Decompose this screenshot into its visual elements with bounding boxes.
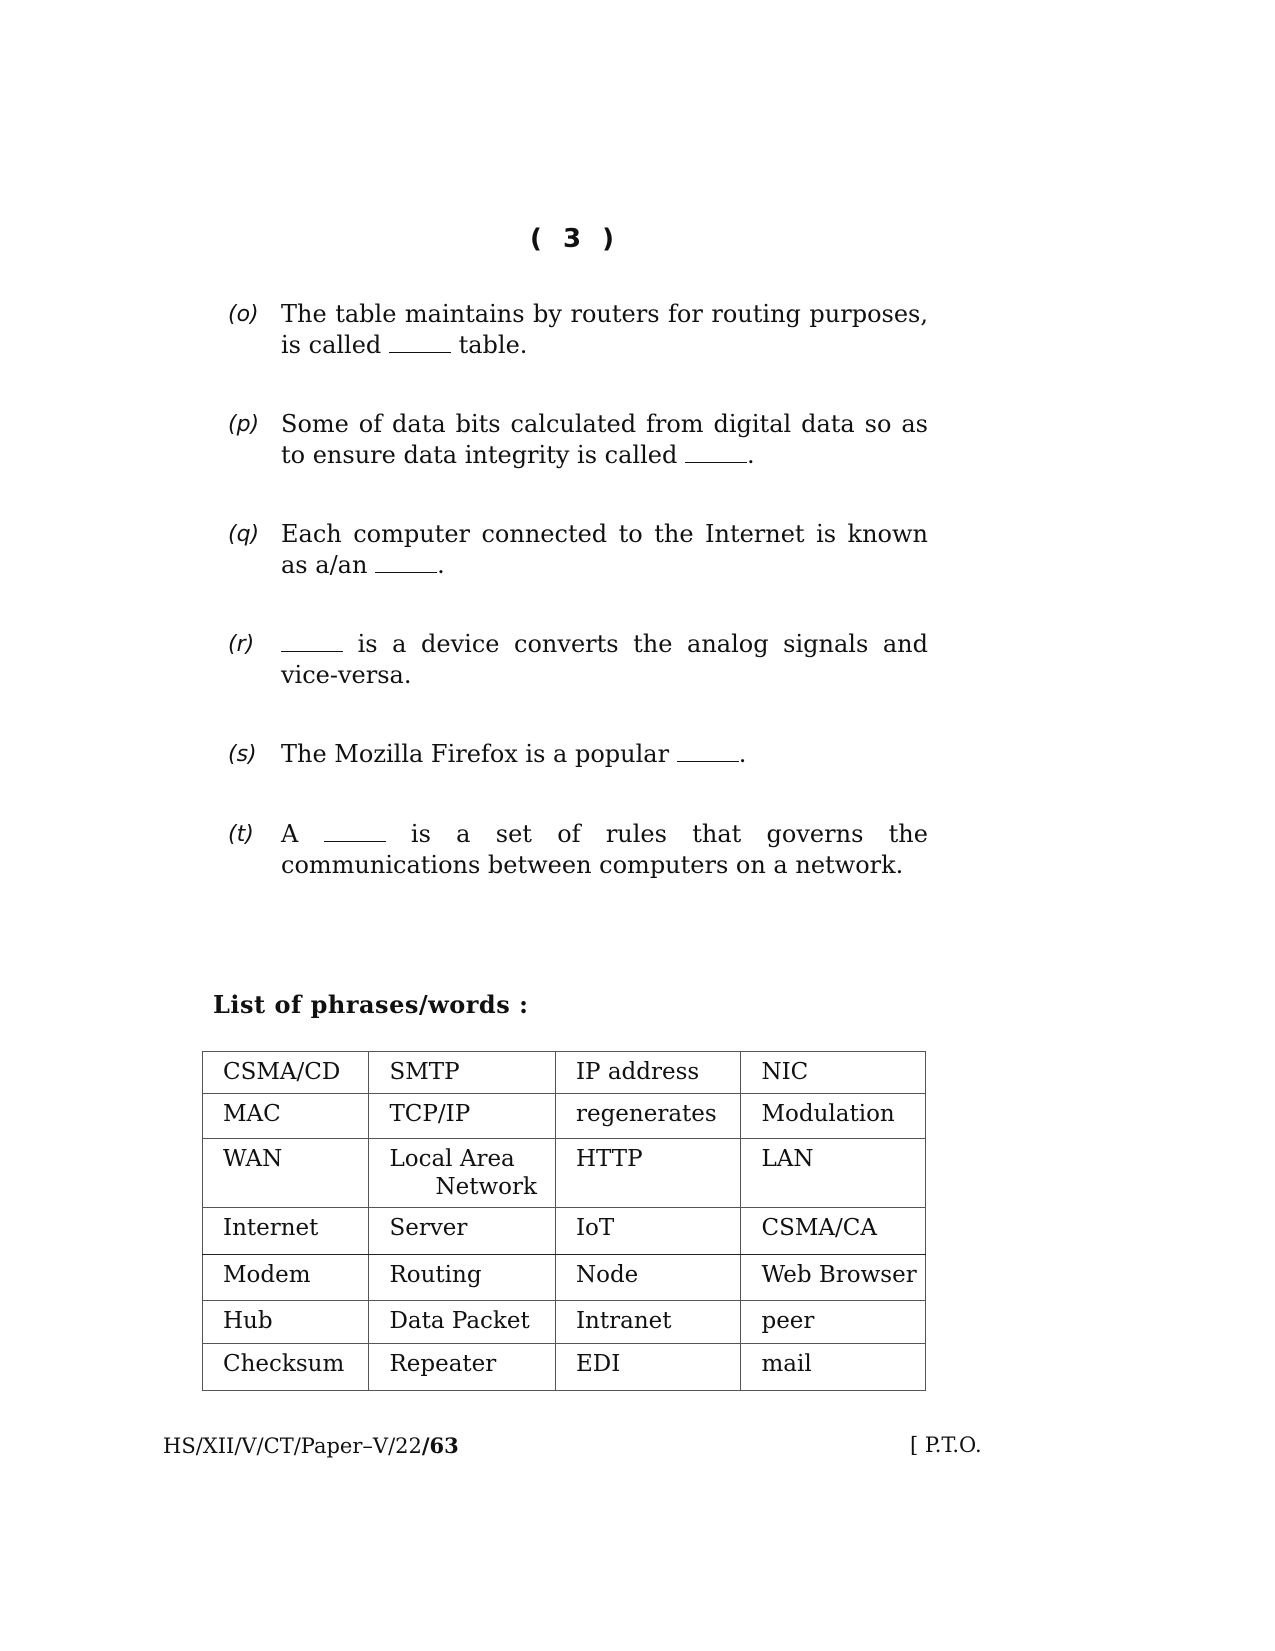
- table-cell: mail: [741, 1344, 926, 1391]
- answer-blank: [375, 554, 437, 573]
- table-row: [203, 1255, 926, 1301]
- question-text: Each computer connected to the Internet is known: [281, 520, 928, 548]
- table-row: [203, 1139, 926, 1208]
- answer-blank: [389, 334, 451, 353]
- table-cell: IoT: [555, 1208, 741, 1255]
- question-text: as a/an .: [281, 551, 445, 579]
- question-label: (q): [228, 522, 260, 547]
- question-label: (p): [228, 412, 260, 437]
- question-text: A is a set of rules that governs the: [281, 820, 928, 848]
- question-label: (t): [228, 822, 254, 847]
- table-cell: Modem: [203, 1255, 369, 1301]
- table-cell: Web Browser: [741, 1255, 926, 1301]
- question-o: [228, 299, 928, 361]
- table-cell: Data Packet: [369, 1301, 556, 1344]
- question-text: is a device converts the analog signals and: [281, 629, 928, 660]
- words-table: [202, 1051, 926, 1391]
- table-row: [203, 1094, 926, 1139]
- paper-code: HS/XII/V/CT/Paper–V/22/63: [163, 1433, 459, 1458]
- question-label: (r): [228, 632, 255, 657]
- page-number: ( 3 ): [530, 224, 620, 254]
- table-cell: LAN: [741, 1139, 926, 1208]
- question-label: (o): [228, 302, 259, 327]
- question-text: Some of data bits calculated from digital data so as: [281, 410, 928, 438]
- table-cell: SMTP: [369, 1052, 556, 1094]
- table-row: [203, 1344, 926, 1391]
- table-row: [203, 1208, 926, 1255]
- question-t: [228, 819, 928, 881]
- table-cell: peer: [741, 1301, 926, 1344]
- table-cell: Server: [369, 1208, 556, 1255]
- table-cell: Hub: [203, 1301, 369, 1344]
- question-p: [228, 409, 928, 471]
- table-cell: Routing: [369, 1255, 556, 1301]
- table-row: [203, 1301, 926, 1344]
- table-cell: WAN: [203, 1139, 369, 1208]
- table-cell: MAC: [203, 1094, 369, 1139]
- table-cell: Checksum: [203, 1344, 369, 1391]
- question-label: (s): [228, 742, 257, 767]
- question-r: [228, 629, 928, 691]
- table-row: [203, 1052, 926, 1094]
- cell-line: Local Area: [389, 1146, 515, 1172]
- table-cell: IP address: [555, 1052, 741, 1094]
- table-cell: HTTP: [555, 1139, 741, 1208]
- table-cell: NIC: [741, 1052, 926, 1094]
- table-cell: regenerates: [555, 1094, 741, 1139]
- question-q: [228, 519, 928, 581]
- answer-blank: [677, 743, 739, 762]
- table-cell: TCP/IP: [369, 1094, 556, 1139]
- table-cell: Repeater: [369, 1344, 556, 1391]
- table-cell: Internet: [203, 1208, 369, 1255]
- answer-blank: [685, 444, 747, 463]
- list-heading: List of phrases/words :: [213, 990, 529, 1019]
- answer-blank: [281, 633, 343, 652]
- cell-line: Network: [435, 1174, 537, 1200]
- question-s: [228, 739, 928, 770]
- table-cell: [369, 1139, 556, 1208]
- answer-blank: [324, 823, 386, 842]
- question-text: The table maintains by routers for routing purposes,: [281, 300, 928, 328]
- table-cell: Modulation: [741, 1094, 926, 1139]
- question-text: to ensure data integrity is called .: [281, 441, 755, 469]
- table-cell: Intranet: [555, 1301, 741, 1344]
- table-cell: CSMA/CA: [741, 1208, 926, 1255]
- question-text: communications between computers on a network.: [281, 851, 904, 879]
- question-text: vice-versa.: [281, 661, 412, 689]
- question-text: is called table.: [281, 331, 528, 359]
- table-cell: EDI: [555, 1344, 741, 1391]
- table-cell: Node: [555, 1255, 741, 1301]
- table-cell: CSMA/CD: [203, 1052, 369, 1094]
- pto-marker: [ P.T.O.: [910, 1433, 982, 1457]
- question-text: The Mozilla Firefox is a popular .: [281, 740, 747, 768]
